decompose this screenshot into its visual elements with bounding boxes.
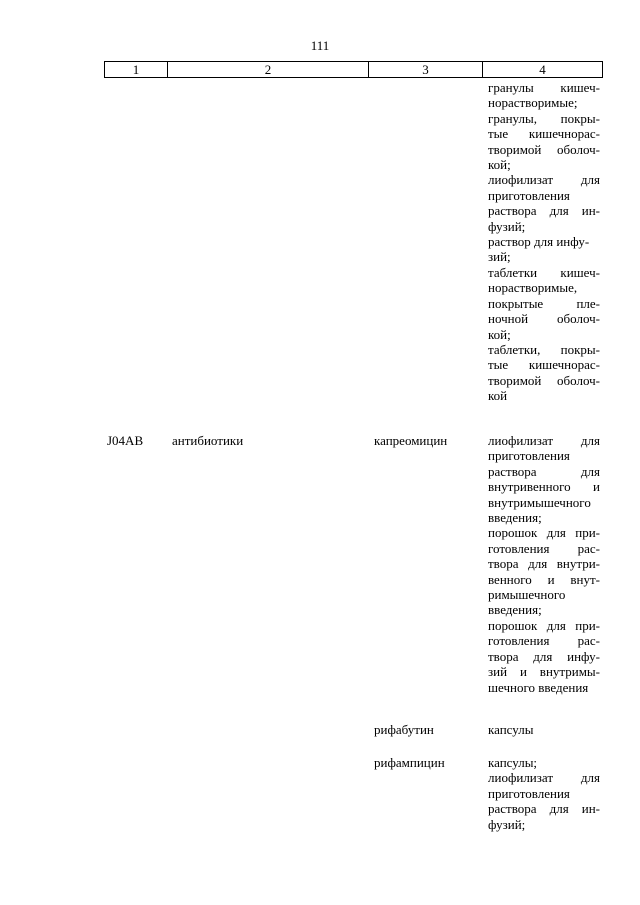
page-number: 111 bbox=[310, 38, 330, 53]
dosage-form-line: творимой оболоч- bbox=[488, 141, 600, 157]
dosage-form-line: гранулы кишеч- bbox=[488, 80, 600, 95]
dosage-form-line: твора для внутри- bbox=[488, 556, 600, 572]
drug-name: рифампицин bbox=[374, 755, 445, 770]
dosage-form-line: шечного введения bbox=[488, 679, 589, 695]
header-col-3: 3 bbox=[369, 62, 483, 78]
dosage-form-line: раствор для инфу- bbox=[488, 234, 590, 250]
dosage-form-line: творимой оболоч- bbox=[488, 372, 600, 388]
dosage-form-line: приготовления bbox=[488, 448, 570, 464]
dosage-form-line: фузий; bbox=[488, 218, 526, 234]
dosage-form-line: норастворимые; bbox=[488, 95, 578, 111]
dosage-form-line: кой; bbox=[488, 326, 511, 342]
header-col-2: 2 bbox=[168, 62, 369, 78]
drug-name: рифабутин bbox=[374, 722, 434, 737]
dosage-form-line: таблетки, покры- bbox=[488, 341, 600, 357]
dosage-form-line: твора для инфу- bbox=[488, 648, 600, 664]
dosage-form-line: готовления рас- bbox=[488, 633, 600, 649]
dosage-form-line: лиофилизат для bbox=[488, 770, 600, 786]
dosage-forms-cell bbox=[488, 433, 600, 695]
dosage-form-line: лиофилизат для bbox=[488, 433, 600, 448]
atc-code: J04AB bbox=[107, 433, 144, 448]
dosage-form-line: приготовления bbox=[488, 785, 570, 801]
dosage-form-line: введения; bbox=[488, 510, 542, 526]
drug-name: капреомицин bbox=[374, 433, 448, 448]
header-row bbox=[105, 62, 603, 78]
dosage-form-line: таблетки кишеч- bbox=[488, 264, 600, 280]
dosage-form-line: ночной оболоч- bbox=[488, 311, 600, 327]
dosage-form-line: раствора для ин- bbox=[488, 203, 600, 219]
dosage-form-line: зий и внутримы- bbox=[488, 664, 600, 680]
dosage-form-line: внутривенного и bbox=[488, 479, 600, 495]
dosage-form-line: введения; bbox=[488, 602, 542, 618]
dosage-form-line: порошок для при- bbox=[488, 525, 600, 541]
dosage-form-line: тые кишечнорас- bbox=[488, 357, 600, 373]
dosage-form-line: зий; bbox=[488, 249, 511, 265]
dosage-forms-cell bbox=[488, 80, 600, 404]
dosage-form-line: приготовления bbox=[488, 187, 570, 203]
header-col-1: 1 bbox=[105, 62, 168, 78]
dosage-form-line: норастворимые, bbox=[488, 280, 578, 296]
header-col-4: 4 bbox=[483, 62, 603, 78]
dosage-form-line: кой; bbox=[488, 157, 511, 173]
atc-group: антибиотики bbox=[172, 433, 244, 448]
dosage-form-line: лиофилизат для bbox=[488, 172, 600, 188]
dosage-form-line: капсулы bbox=[488, 722, 534, 737]
dosage-form-line: раствора для ин- bbox=[488, 801, 600, 817]
dosage-form-line: венного и внут- bbox=[488, 571, 600, 587]
dosage-form-line: кой bbox=[488, 388, 508, 404]
dosage-forms-cell bbox=[488, 722, 600, 737]
dosage-form-line: раствора для bbox=[488, 463, 600, 479]
dosage-form-line: фузий; bbox=[488, 816, 526, 832]
dosage-form-line: покрытые пле- bbox=[488, 295, 600, 311]
dosage-form-line: внутримышечного bbox=[488, 494, 591, 510]
dosage-forms-cell bbox=[488, 755, 600, 832]
dosage-form-line: тые кишечнорас- bbox=[488, 126, 600, 142]
dosage-form-line: готовления рас- bbox=[488, 540, 600, 556]
dosage-form-line: гранулы, покры- bbox=[488, 110, 600, 126]
dosage-form-line: римышечного bbox=[488, 587, 566, 603]
table-header bbox=[104, 61, 603, 78]
dosage-form-line: капсулы; bbox=[488, 755, 538, 770]
dosage-form-line: порошок для при- bbox=[488, 617, 600, 633]
